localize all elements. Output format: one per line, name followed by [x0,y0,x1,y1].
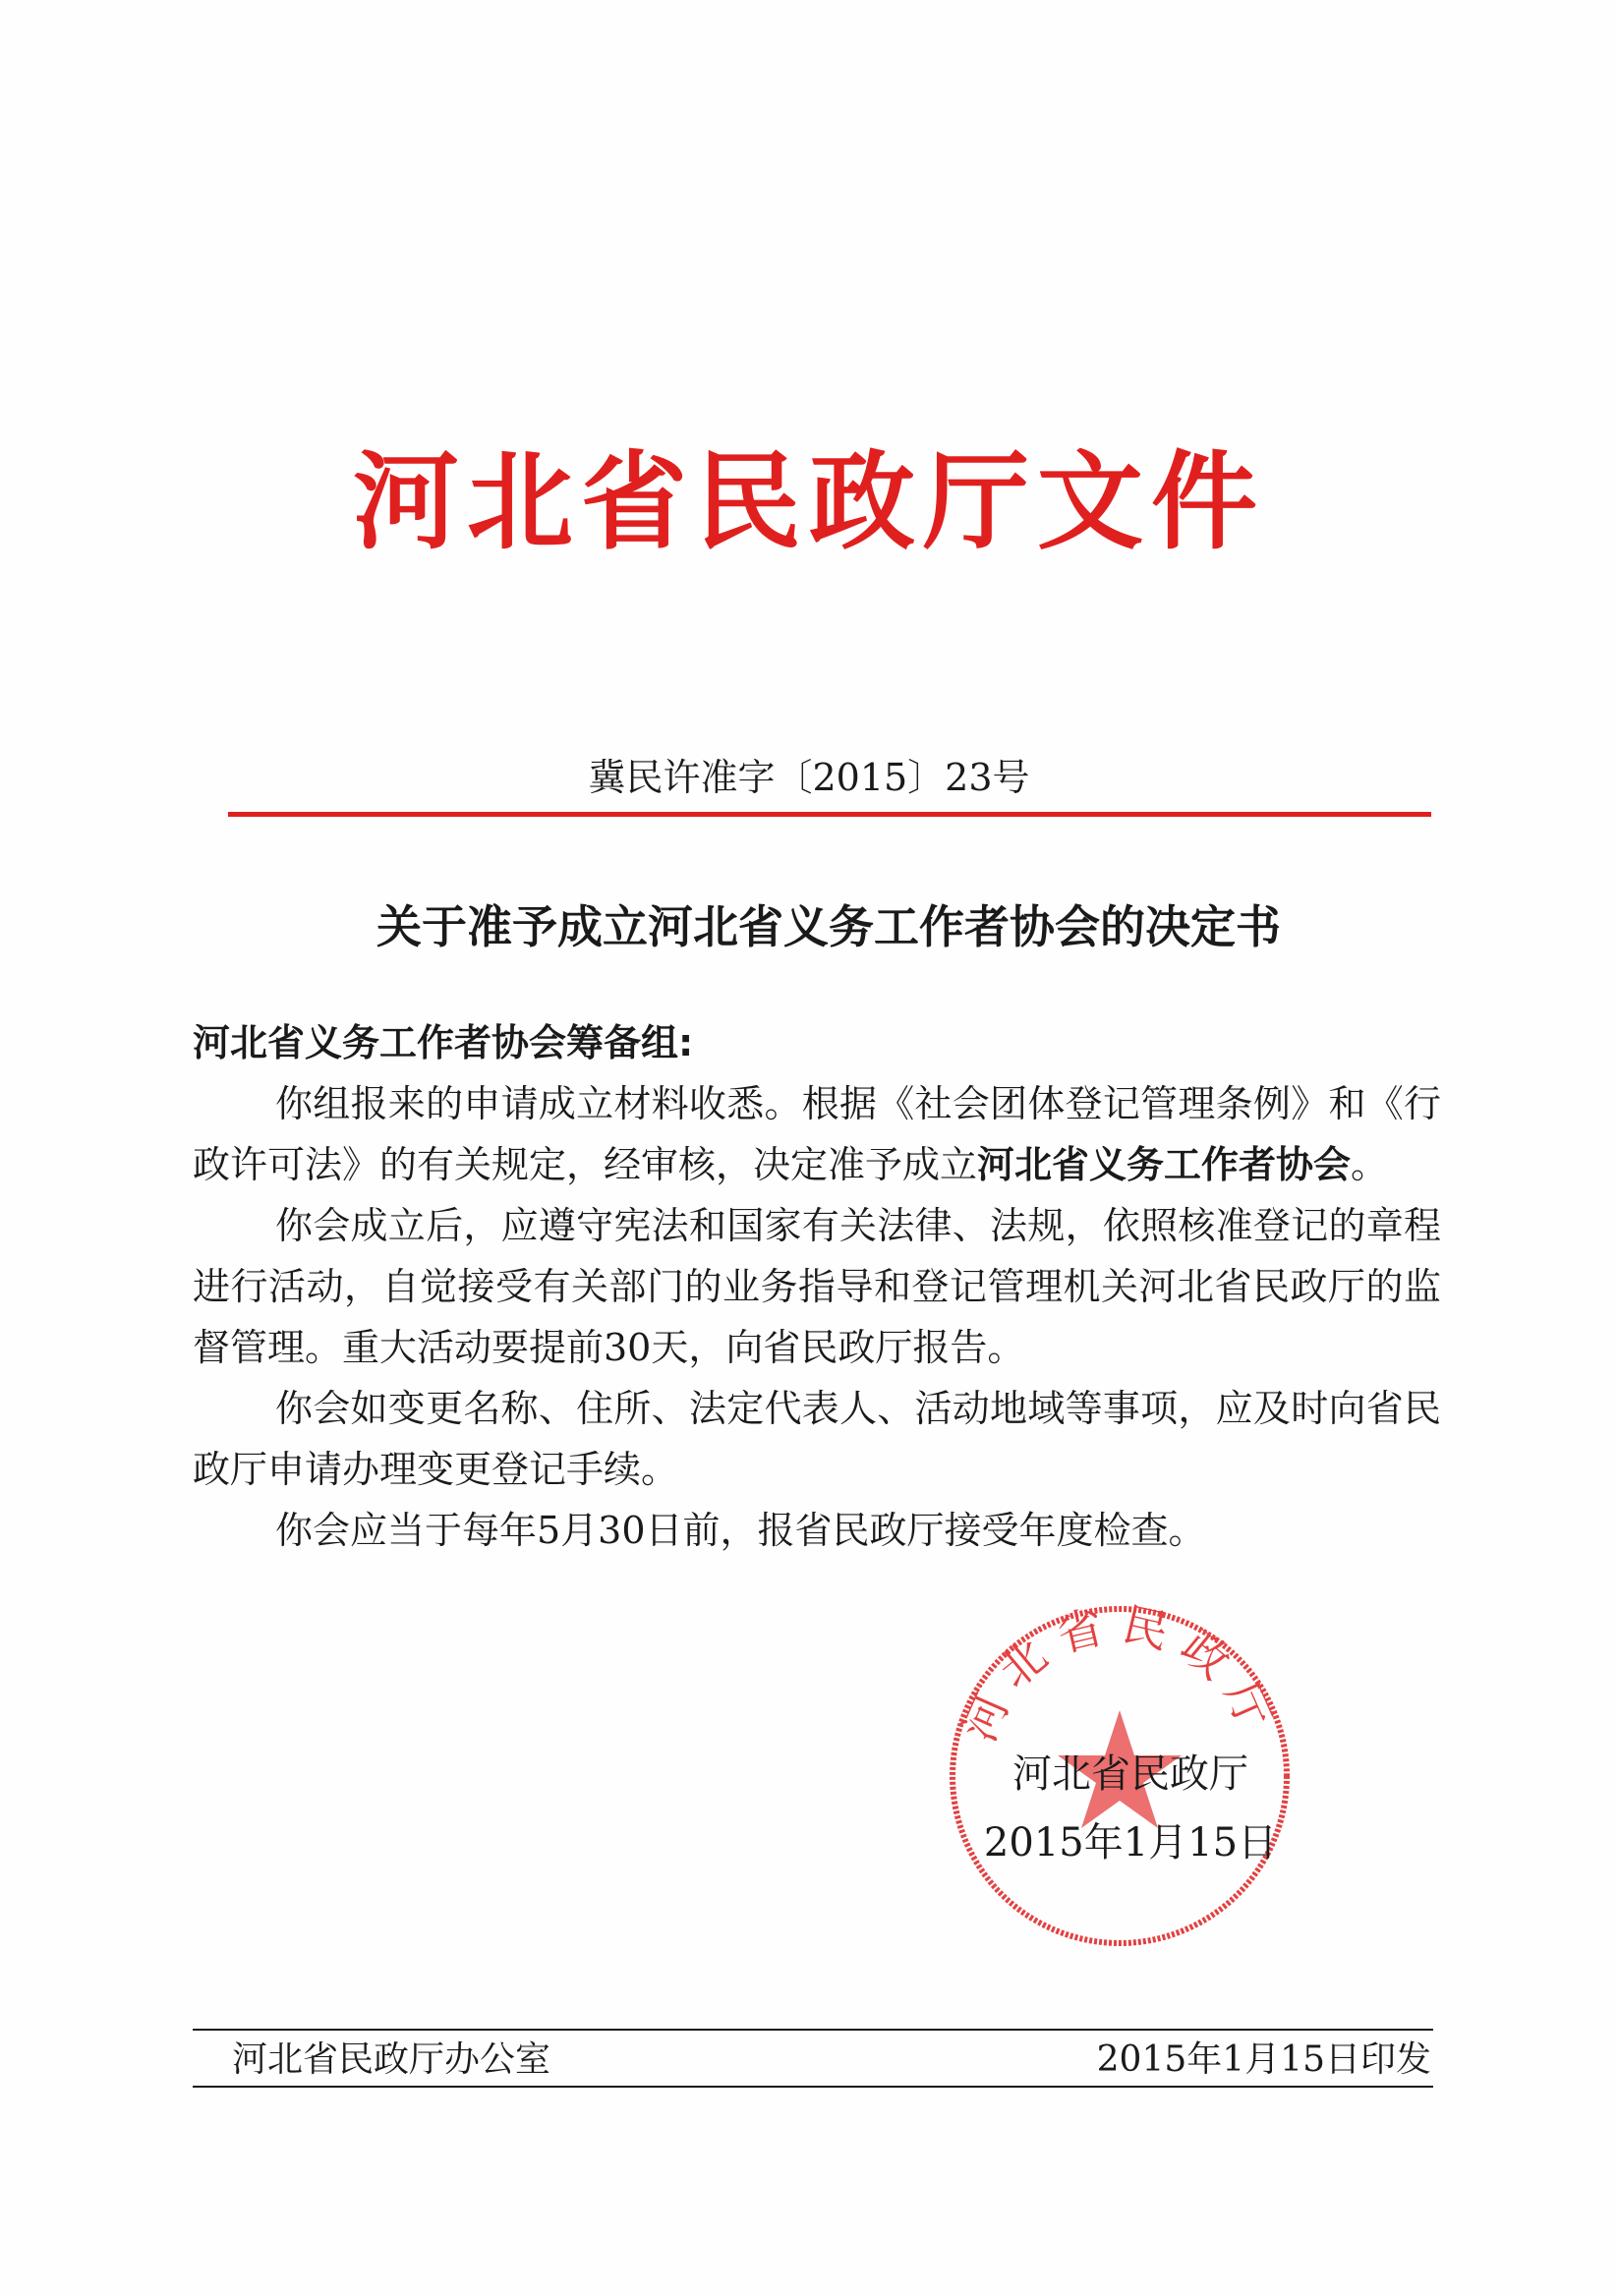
body-paragraph-2: 你会成立后，应遵守宪法和国家有关法律、法规，依照核准登记的章程进行活动，自觉接受有关部门的业务指导和登记管理机关河北省民政厅的监督管理。重大活动要提前30天，向省民政厅报告。 [193,1204,1441,1369]
body-paragraph-1 [193,1073,1441,1195]
document-body [193,1012,1441,1561]
body-paragraph-1-text: 你组报来的申请成立材料收悉。根据《社会团体登记管理条例》和《行政许可法》的有关规定，经审核，决定准予成立 [193,1082,1441,1186]
footer-rule-bottom [193,2086,1433,2088]
body-paragraph-4: 你会应当于每年5月30日前，报省民政厅接受年度检查。 [275,1509,1206,1552]
decision-title: 关于准予成立河北省义务工作者协会的决定书 [376,900,1281,953]
issuer-name: 河北省民政厅 [1012,1751,1248,1797]
body-paragraph-1-end: 。 [1351,1143,1389,1186]
footer-issued-date: 2015年1月15日印发 [1096,2039,1431,2080]
document-header-title: 河北省民政厅文件 [352,441,1265,564]
footer-office: 河北省民政厅办公室 [232,2039,551,2080]
signature-block [934,1740,1327,1877]
organization-name: 河北省义务工作者协会 [977,1143,1352,1186]
seal-text: 河北省民政厅 [952,1600,1288,1750]
footer-rule-top [193,2029,1433,2031]
addressee: 河北省义务工作者协会筹备组: [193,1021,694,1064]
header-red-divider [228,812,1431,817]
document-number: 冀民许准字〔2015〕23号 [588,756,1030,799]
body-paragraph-3: 你会如变更名称、住所、法定代表人、活动地域等事项，应及时向省民政厅申请办理变更登记手续。 [193,1387,1441,1491]
issue-date: 2015年1月15日 [983,1820,1278,1866]
